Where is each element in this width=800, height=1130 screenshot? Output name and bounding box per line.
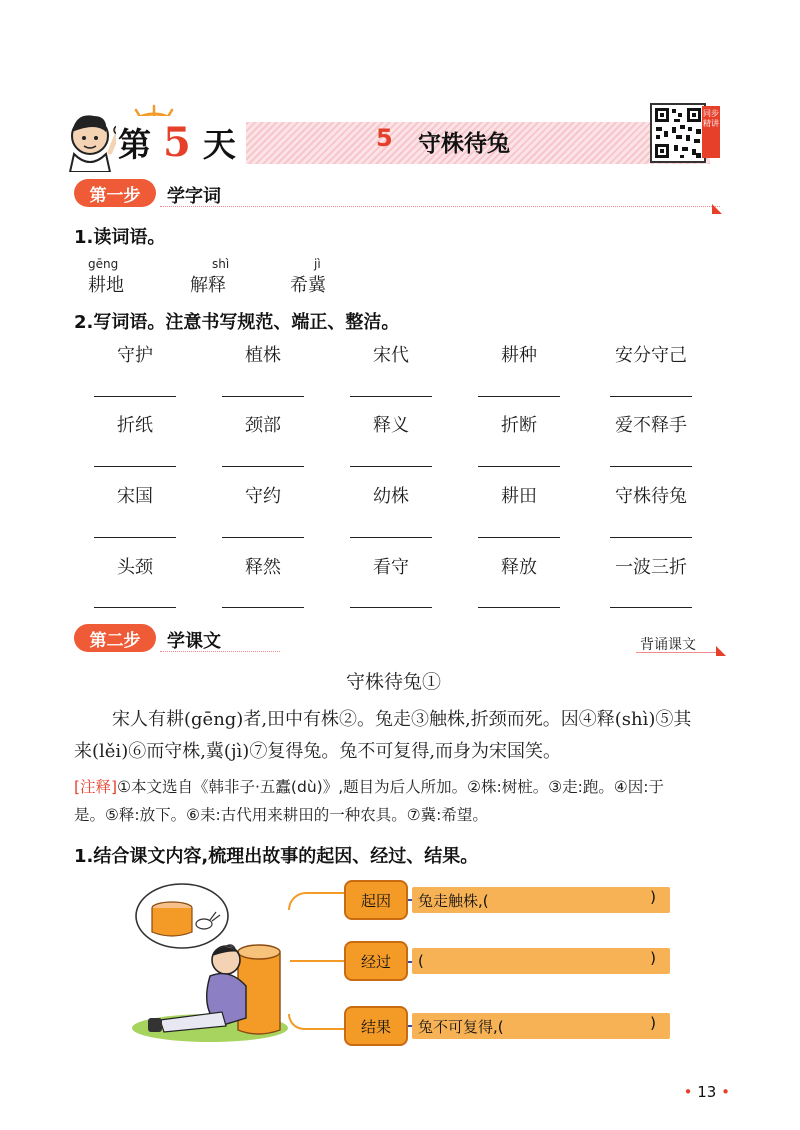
lesson-number: 5 xyxy=(376,124,393,152)
word-text: 解释 xyxy=(190,275,226,296)
grid-word: 耕田 xyxy=(501,486,537,507)
grid-word: 守护 xyxy=(117,345,153,366)
flow-curve xyxy=(288,1014,346,1030)
note-tag: [注释] xyxy=(74,778,118,796)
answer-line[interactable] xyxy=(94,607,176,608)
day-label xyxy=(118,118,238,166)
qr-code-icon[interactable] xyxy=(650,103,706,163)
text-title: 守株待兔① xyxy=(346,671,442,693)
step2-title: 学课文 xyxy=(167,631,221,652)
flow-text: 兔走触株,( xyxy=(418,891,489,910)
pinyin: shì xyxy=(212,257,230,271)
bullet-icon: • xyxy=(683,1083,693,1101)
recite-label: 背诵课文 xyxy=(640,637,696,653)
pinyin: jì xyxy=(314,257,321,271)
answer-line[interactable] xyxy=(610,466,692,467)
answer-line[interactable] xyxy=(610,537,692,538)
corner-mark-icon xyxy=(712,204,722,214)
word-text: 耕地 xyxy=(88,275,124,296)
pinyin: gēng xyxy=(88,257,119,271)
flow-label-result: 结果 xyxy=(344,1006,408,1046)
answer-line[interactable] xyxy=(478,396,560,397)
grid-word: 宋代 xyxy=(373,345,409,366)
day-prefix: 第 xyxy=(118,124,153,164)
answer-line[interactable] xyxy=(222,396,304,397)
grid-word: 宋国 xyxy=(117,486,153,507)
grid-word: 看守 xyxy=(373,557,409,578)
step1-divider xyxy=(160,206,720,207)
word-希冀 xyxy=(290,257,326,297)
answer-line[interactable] xyxy=(610,607,692,608)
grid-word: 释义 xyxy=(373,415,409,436)
grid-word: 植株 xyxy=(245,345,281,366)
grid-word: 守株待兔 xyxy=(615,486,687,507)
step2-pill: 第二步 xyxy=(74,624,156,652)
qr-tab: 同步精讲 xyxy=(702,106,720,158)
grid-word: 折断 xyxy=(501,415,537,436)
flow-text: ( xyxy=(418,952,424,970)
answer-line[interactable] xyxy=(222,537,304,538)
answer-line[interactable] xyxy=(350,607,432,608)
grid-word: 折纸 xyxy=(117,415,153,436)
flow-bar-cause[interactable] xyxy=(412,887,670,913)
day-number: 5 xyxy=(163,118,193,166)
answer-line[interactable] xyxy=(350,537,432,538)
grid-word: 一波三折 xyxy=(615,557,687,578)
grid-word: 颈部 xyxy=(245,415,281,436)
passage-line-1: 宋人有耕(gēng)者,田中有株②。兔走③触株,折颈而死。因④释(shì)⑤其 xyxy=(112,709,692,730)
answer-line[interactable] xyxy=(478,466,560,467)
word-text: 希冀 xyxy=(290,275,326,296)
answer-line[interactable] xyxy=(94,466,176,467)
step1-title: 学字词 xyxy=(167,186,221,207)
grid-word: 耕种 xyxy=(501,345,537,366)
note-text-1: ①本文选自《韩非子·五蠹(dù)》,题目为后人所加。②株:树桩。③走:跑。④因:于 xyxy=(117,778,664,796)
step2-q1-label: 1.结合课文内容,梳理出故事的起因、经过、结果。 xyxy=(74,846,479,867)
answer-line[interactable] xyxy=(222,466,304,467)
grid-word: 幼株 xyxy=(373,486,409,507)
flow-curve xyxy=(290,960,344,962)
recite-underline xyxy=(636,652,720,653)
flow-label-cause: 起因 xyxy=(344,880,408,920)
flow-close-paren: ) xyxy=(650,1014,656,1032)
answer-line[interactable] xyxy=(478,607,560,608)
answer-line[interactable] xyxy=(94,537,176,538)
flow-label-process: 经过 xyxy=(344,941,408,981)
bullet-icon: • xyxy=(721,1083,730,1101)
word-解释 xyxy=(190,257,229,297)
flow-text: 兔不可复得,( xyxy=(418,1017,504,1036)
grid-word: 头颈 xyxy=(117,557,153,578)
note-line-2: 是。⑤释:放下。⑥耒:古代用来耕田的一种农具。⑦冀:希望。 xyxy=(74,806,488,824)
grid-word: 爱不释手 xyxy=(615,415,687,436)
flow-bar-result[interactable] xyxy=(412,1013,670,1039)
grid-word: 释放 xyxy=(501,557,537,578)
flow-close-paren: ) xyxy=(650,888,656,906)
step1-pill: 第一步 xyxy=(74,179,156,207)
corner-mark-icon xyxy=(716,646,726,656)
page-number-text: 13 xyxy=(697,1083,717,1101)
step1-q2-label: 2.写词语。注意书写规范、端正、整洁。 xyxy=(74,312,400,333)
grid-word: 守约 xyxy=(245,486,281,507)
lesson-title: 守株待兔 xyxy=(418,131,510,157)
answer-line[interactable] xyxy=(222,607,304,608)
step2-divider xyxy=(160,651,280,652)
answer-line[interactable] xyxy=(610,396,692,397)
answer-line[interactable] xyxy=(478,537,560,538)
answer-line[interactable] xyxy=(94,396,176,397)
page-number xyxy=(684,1083,730,1101)
day-suffix: 天 xyxy=(202,124,238,164)
grid-word: 安分守己 xyxy=(615,345,687,366)
flow-bar-process[interactable] xyxy=(412,948,670,974)
answer-line[interactable] xyxy=(350,396,432,397)
flow-curve xyxy=(288,892,346,910)
note-line-1 xyxy=(74,773,664,801)
step1-q1-label: 1.读词语。 xyxy=(74,227,166,248)
flow-close-paren: ) xyxy=(650,949,656,967)
passage-line-2: 来(lěi)⑥而守株,冀(jì)⑦复得兔。兔不可复得,而身为宋国笑。 xyxy=(74,741,562,762)
word-耕地 xyxy=(88,257,124,297)
grid-word: 释然 xyxy=(245,557,281,578)
answer-line[interactable] xyxy=(350,466,432,467)
